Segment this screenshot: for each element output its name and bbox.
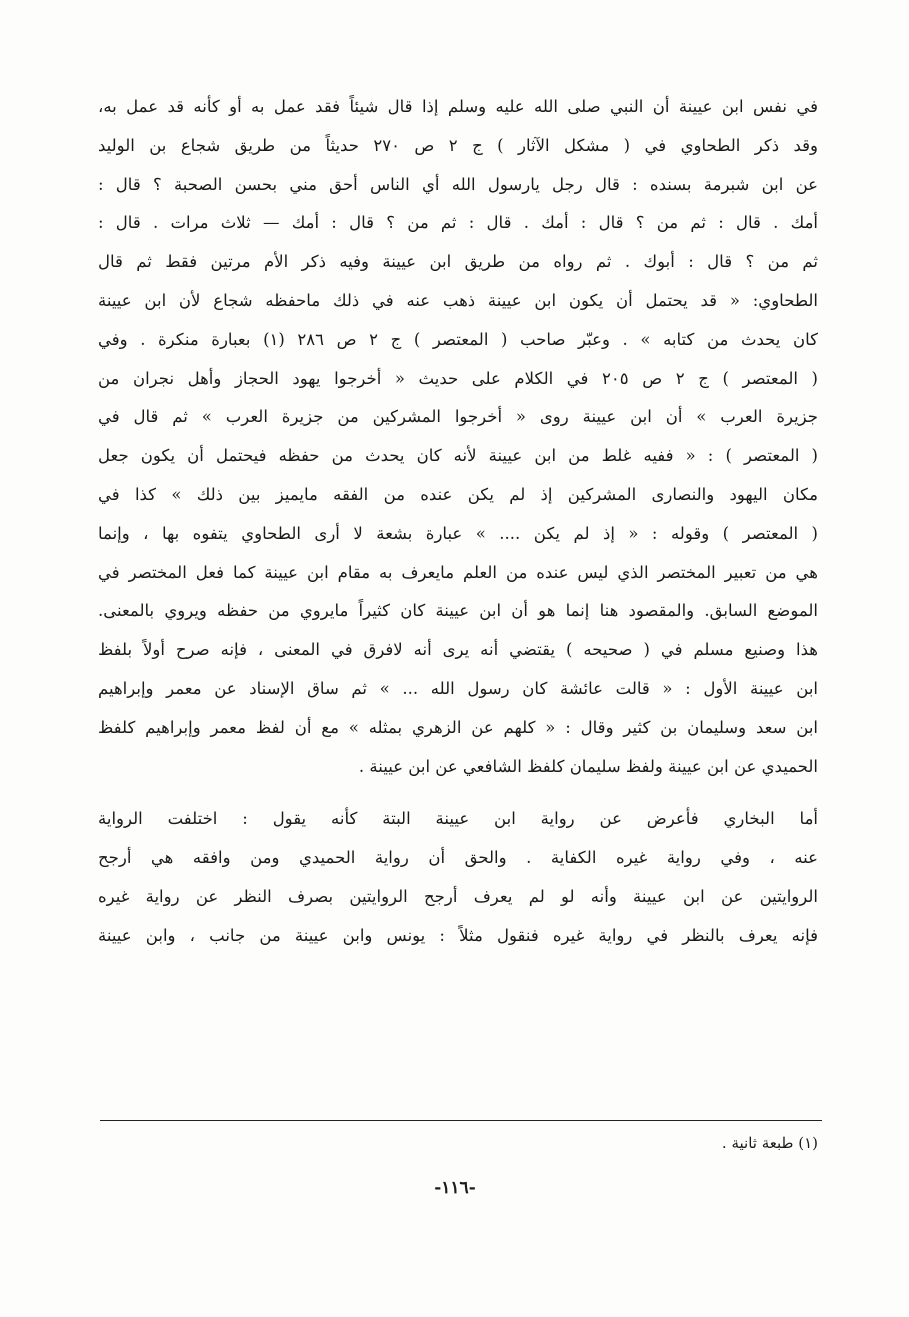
text-line: أما البخاري فأعرض عن رواية ابن عيينة البتة كأنه يقول : اختلفت الرواية — [98, 809, 818, 829]
text-line: كان يحدث من كتابه » . وعبّر صاحب ( المعتصر ) ج ٢ ص ٢٨٦ (١) بعبارة منكرة . وفي — [98, 329, 818, 349]
text-line: ( المعتصر ) : « ففيه غلط من ابن عيينة لأنه كان يحدث من حفظه فيحتمل أن يكون جعل — [98, 446, 818, 466]
text-line: عن ابن شبرمة بسنده : قال رجل يارسول الله أي الناس أحق مني بحسن الصحبة ؟ قال : — [98, 174, 818, 194]
text-line: في نفس ابن عيينة أن النبي صلى الله عليه وسلم إذا قال شيئاً فقد عمل به أو كأنه قد عمل به، — [98, 97, 818, 116]
text-line: جزيرة العرب » أن ابن عيينة روى « أخرجوا المشركين من جزيرة العرب » ثم قال في — [98, 407, 818, 427]
text-line: هي من تعبير المختصر الذي ليس عنده من العلم مايعرف به مقام ابن عيينة كما فعل المختصر في — [98, 562, 818, 582]
footnote-separator — [100, 1120, 822, 1121]
text-line: ( المعتصر ) ج ٢ ص ٢٠٥ في الكلام على حديث « أخرجوا يهود الحجاز وأهل نجران من — [98, 368, 818, 388]
text-line: مكان اليهود والنصارى المشركين إذ لم يكن عنده من الفقه مايميز بين ذلك » كذا في — [98, 484, 818, 504]
text-line: ابن سعد وسليمان بن كثير وقال : « كلهم عن الزهري بمثله » مع أن لفظ معمر وإبراهيم كلفظ — [98, 717, 818, 737]
paragraph-1 — [98, 88, 818, 786]
text-line: الطحاوي: « قد يحتمل أن يكون ابن عيينة ذهب عنه في ذلك ماحفظه شجاع لأن ابن عيينة — [98, 290, 818, 310]
text-line: ثم من ؟ قال : أبوك . ثم رواه من طريق ابن عيينة وفيه ذكر الأم مرتين فقط ثم قال — [98, 252, 818, 272]
text-line: عنه ، وفي رواية غيره الكفاية . والحق أن رواية الحميدي ومن وافقه هي أرجح — [98, 848, 818, 868]
text-line: أمك . قال : ثم من ؟ قال : أمك . قال : ثم من ؟ قال : أمك — ثلاث مرات . قال : — [98, 213, 818, 233]
text-line: فإنه يعرف بالنظر في رواية غيره فنقول مثلاً : يونس وابن عيينة من جانب ، وابن عيينة — [98, 925, 818, 945]
text-line: الحميدي عن ابن عيينة ولفظ سليمان كلفظ الشافعي عن ابن عيينة . — [358, 756, 818, 776]
page-number: -١١٦- — [434, 1178, 476, 1198]
footnote: (١) طبعة ثانية . — [721, 1134, 818, 1152]
text-line: ابن عيينة الأول : « قالت عائشة كان رسول الله ... » ثم ساق الإسناد عن معمر وإبراهيم — [98, 678, 818, 698]
text-line: وقد ذكر الطحاوي في ( مشكل الآثار ) ج ٢ ص ٢٧٠ حديثاً من طريق شجاع بن الوليد — [98, 135, 818, 155]
text-line: الموضع السابق. والمقصود هنا إنما هو أن ابن عيينة كان كثيراً مايروي من حفظه ويروي بالمعنى. — [98, 601, 818, 621]
text-line: ( المعتصر ) وقوله : « إذ لم يكن .... » عبارة بشعة لا أرى الطحاوي يتفوه بها ، وإنما — [98, 523, 818, 543]
body-text — [98, 88, 818, 956]
text-line: الروايتين عن ابن عيينة وأنه لو لم يعرف أرجح الروايتين بصرف النظر عن رواية غيره — [98, 886, 818, 906]
paragraph-2 — [98, 800, 818, 955]
text-line: هذا وصنيع مسلم في ( صحيحه ) يقتضي أنه يرى أنه لافرق في المعنى ، فإنه صرح أولاً بلفظ — [98, 640, 818, 660]
